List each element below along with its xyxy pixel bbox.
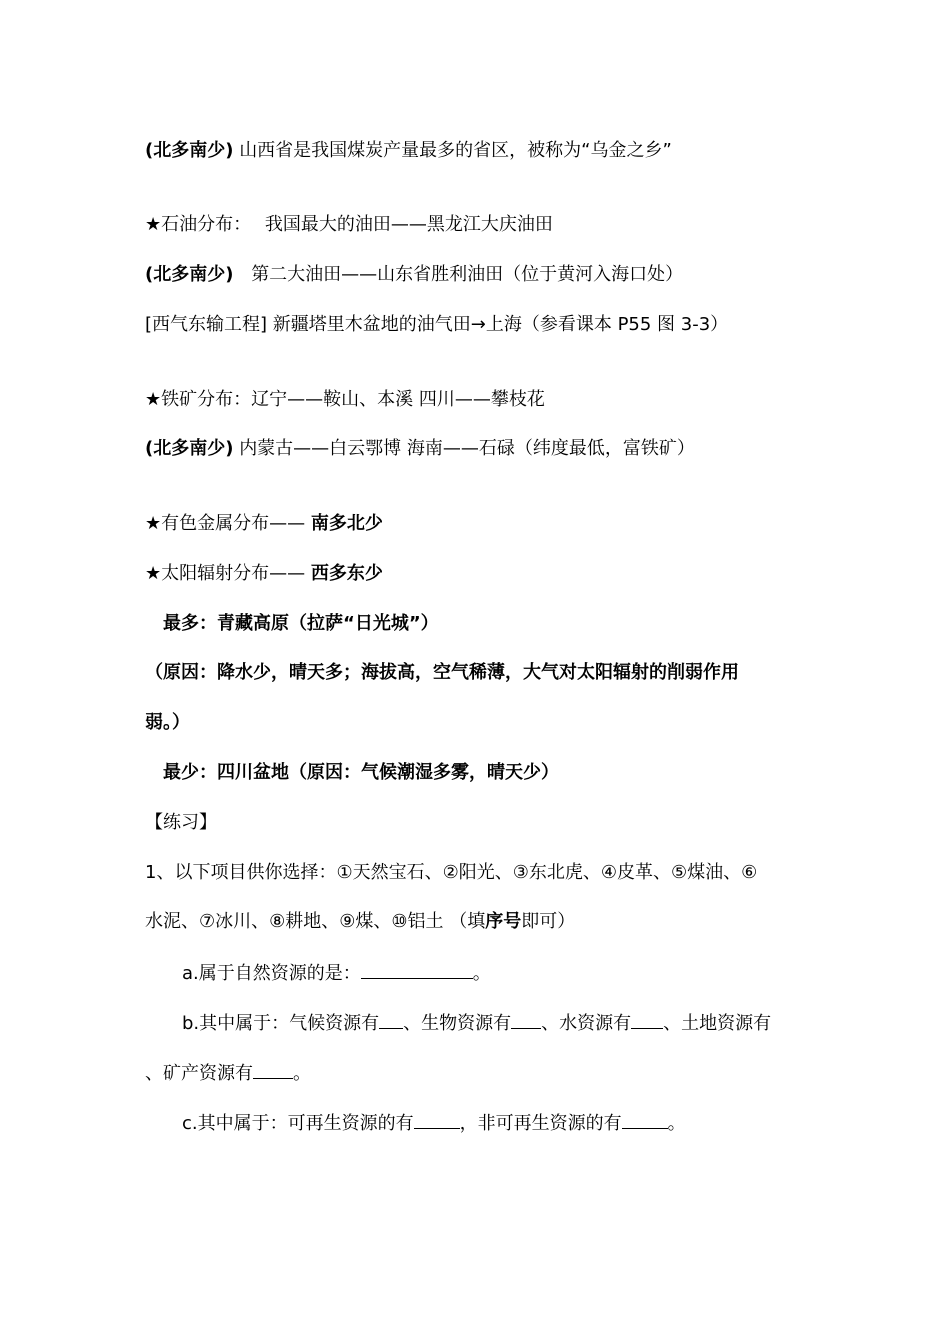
question-a-end: 。 bbox=[472, 963, 491, 984]
question-b-water: 、水资源有 bbox=[541, 1013, 632, 1034]
question-1-end: 即可） bbox=[521, 911, 576, 932]
question-a-text: a.属于自然资源的是： bbox=[182, 963, 361, 984]
question-b-end: 。 bbox=[293, 1063, 311, 1084]
question-c-end: 。 bbox=[667, 1113, 686, 1134]
oil-second-tag: (北多南少) bbox=[145, 264, 234, 285]
oil-heading: ★石油分布： bbox=[145, 214, 252, 235]
iron-second-line bbox=[145, 437, 825, 461]
question-a-line bbox=[182, 960, 862, 986]
question-b-land: 、土地资源有 bbox=[663, 1013, 772, 1034]
gas-project-line: [西气东输工程] 新疆塔里木盆地的油气田→上海（参看课本 P55 图 3-3） bbox=[145, 314, 729, 335]
coal-text: 山西省是我国煤炭产量最多的省区，被称为“乌金之乡” bbox=[239, 140, 672, 161]
nonferrous-text: ★有色金属分布—— bbox=[145, 513, 306, 534]
question-c-line bbox=[182, 1110, 862, 1136]
exercise-heading: 【练习】 bbox=[145, 812, 217, 833]
oil-line bbox=[145, 213, 825, 237]
answer-blank-water[interactable] bbox=[631, 1010, 663, 1029]
oil-text: 我国最大的油田——黑龙江大庆油田 bbox=[264, 214, 553, 235]
answer-blank-renewable[interactable] bbox=[414, 1110, 460, 1129]
solar-least-line: 最少：四川盆地（原因：气候潮湿多雾，晴天少） bbox=[163, 762, 559, 783]
coal-line bbox=[145, 139, 825, 163]
question-c-nonrenewable: ，非可再生资源的有 bbox=[459, 1113, 622, 1134]
solar-most-line: 最多：青藏高原（拉萨“日光城”） bbox=[163, 613, 439, 634]
question-1-text: 水泥、⑦冰川、⑧耕地、⑨煤、⑩铝土 （填 bbox=[145, 911, 486, 932]
nonferrous-bold: 南多北少 bbox=[310, 513, 383, 534]
question-b-line-2 bbox=[145, 1060, 825, 1086]
nonferrous-line bbox=[145, 512, 825, 536]
question-b-line bbox=[182, 1010, 862, 1036]
iron-second-tag: (北多南少) bbox=[145, 438, 234, 459]
iron-line: ★铁矿分布：辽宁——鞍山、本溪 四川——攀枝花 bbox=[145, 389, 545, 410]
solar-text: ★太阳辐射分布—— bbox=[145, 563, 306, 584]
iron-second-text: 内蒙古——白云鄂博 海南——石碌（纬度最低，富铁矿） bbox=[239, 438, 695, 459]
answer-blank-mineral[interactable] bbox=[253, 1060, 293, 1079]
question-c-renewable: c.其中属于：可再生资源的有 bbox=[182, 1113, 414, 1134]
question-b-bio: 、生物资源有 bbox=[403, 1013, 512, 1034]
answer-blank-nonrenewable[interactable] bbox=[622, 1110, 668, 1129]
oil-second-text: 第二大油田——山东省胜利油田（位于黄河入海口处） bbox=[251, 264, 684, 285]
answer-blank-bio[interactable] bbox=[511, 1010, 541, 1029]
answer-blank-climate[interactable] bbox=[379, 1010, 403, 1029]
solar-reason-line: （原因：降水少，晴天多；海拔高，空气稀薄，大气对太阳辐射的削弱作用 bbox=[145, 662, 739, 683]
solar-bold: 西多东少 bbox=[310, 563, 383, 584]
coal-tag: (北多南少) bbox=[145, 140, 234, 161]
answer-blank-a[interactable] bbox=[361, 960, 473, 979]
question-b-climate: b.其中属于：气候资源有 bbox=[182, 1013, 380, 1034]
question-b-mineral: 、矿产资源有 bbox=[145, 1063, 253, 1084]
solar-line bbox=[145, 562, 825, 586]
solar-reason-end-line: 弱。） bbox=[145, 712, 190, 733]
question-1-line-2 bbox=[145, 910, 825, 934]
question-1-line: 1、以下项目供你选择：①天然宝石、②阳光、③东北虎、④皮革、⑤煤油、⑥ bbox=[145, 862, 758, 883]
oil-second-line bbox=[145, 263, 825, 287]
question-1-bold: 序号 bbox=[485, 911, 522, 932]
